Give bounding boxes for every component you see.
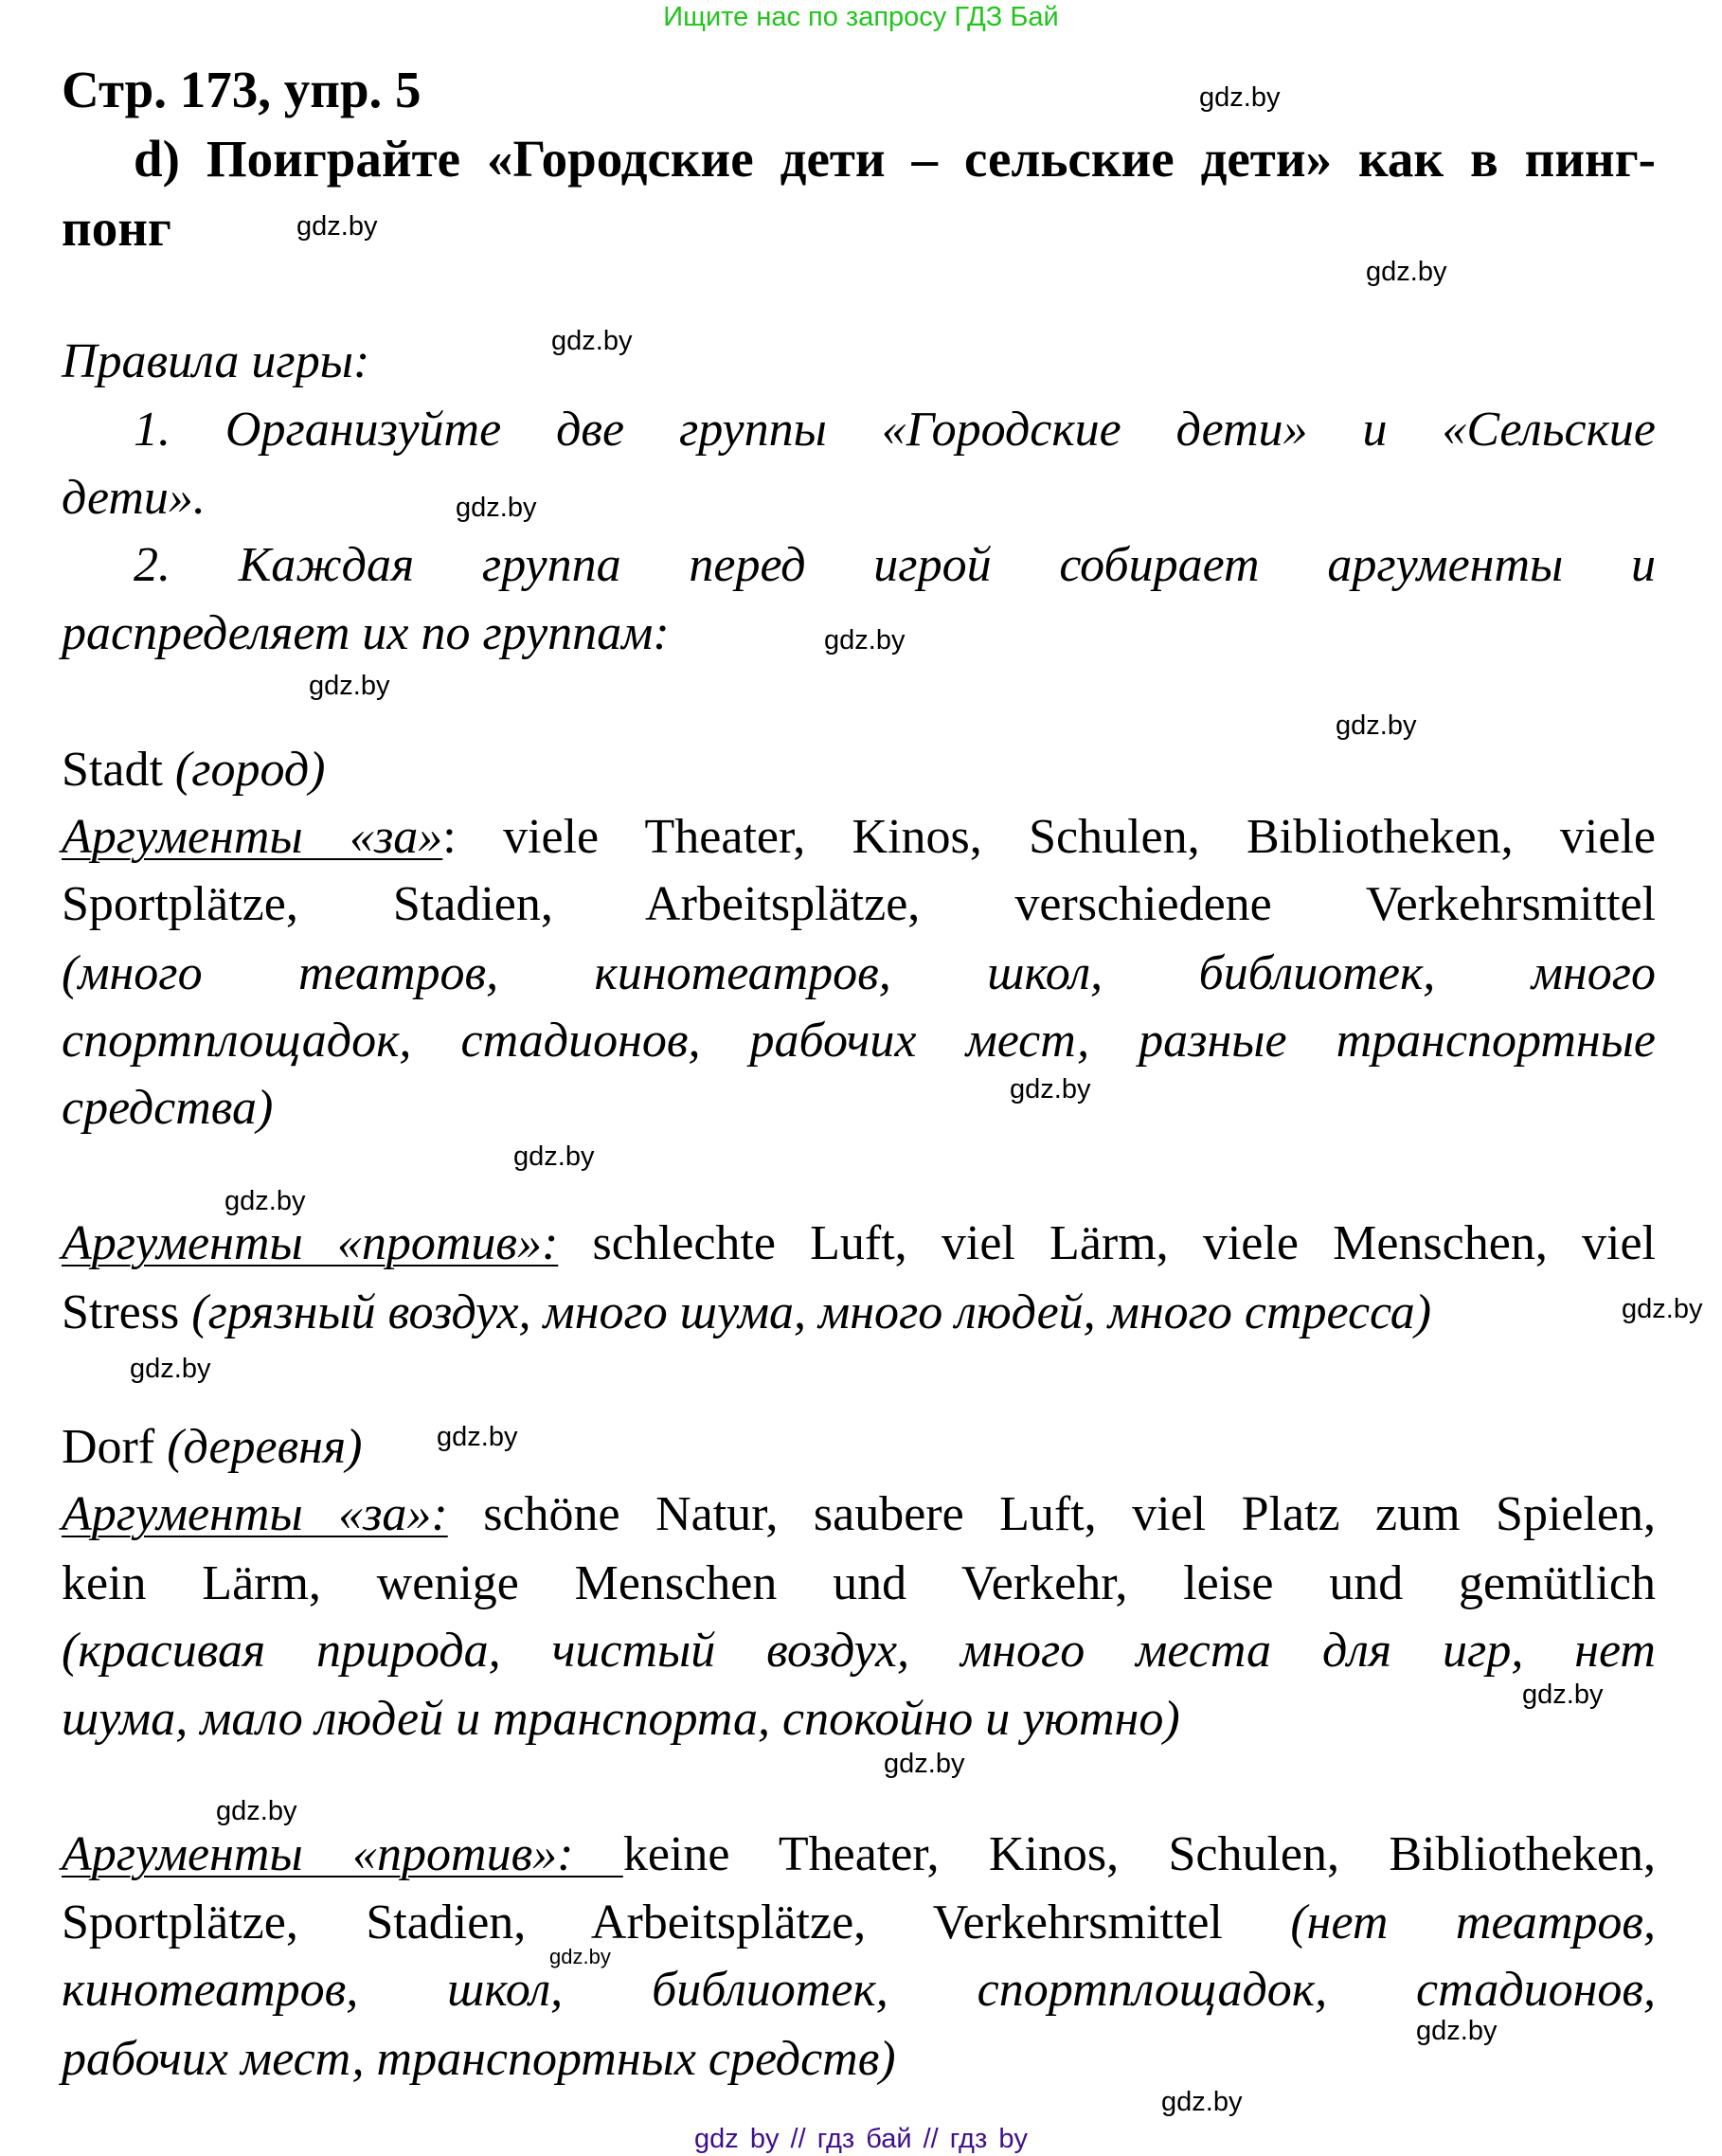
stadt-pro-line: Sportplätze, Stadien, Arbeitsplätze, verschiedene Verkehrsmittel bbox=[62, 877, 1656, 931]
dorf-pro-line: kein Lärm, wenige Menschen und Verkehr, leise und gemütlich bbox=[62, 1556, 1656, 1610]
contra-ru: (нет театров, bbox=[1290, 1895, 1656, 1949]
watermark: gdz.by bbox=[513, 1141, 595, 1172]
watermark: gdz.by bbox=[1522, 1680, 1604, 1710]
watermark: gdz.by bbox=[1161, 2087, 1243, 2117]
watermark: gdz.by bbox=[1366, 257, 1447, 287]
stadt-pro-ru: (много театров, кинотеатров, школ, библиотек, много bbox=[62, 946, 1656, 1000]
watermark: gdz.by bbox=[551, 326, 633, 356]
pro-text: schöne Natur, saubere Luft, viel Platz zum Spielen, bbox=[447, 1487, 1656, 1541]
task-heading-cont: понг bbox=[62, 199, 171, 257]
watermark: gdz.by bbox=[884, 1749, 965, 1779]
watermark: gdz.by bbox=[309, 671, 390, 701]
pro-label: Аргументы «за» bbox=[62, 810, 443, 864]
heading-de: Dorf bbox=[62, 1420, 168, 1474]
watermark: gdz.by bbox=[456, 493, 537, 523]
contra-text: schlechte Luft, viel Lärm, viele Menschen, viel bbox=[558, 1216, 1656, 1270]
watermark: gdz.by bbox=[130, 1354, 211, 1384]
rules-heading: Правила игры: bbox=[62, 334, 370, 388]
dorf-pro-line bbox=[62, 1487, 1656, 1541]
contra-label: Аргументы «против»: bbox=[62, 1216, 559, 1270]
stadt-contra-line bbox=[62, 1285, 1432, 1339]
heading-ru: (деревня) bbox=[167, 1420, 363, 1474]
stadt-heading bbox=[62, 743, 326, 797]
rule-line: дети». bbox=[62, 471, 206, 525]
contra-label: Аргументы «против»: bbox=[62, 1827, 623, 1881]
watermark: gdz.by bbox=[1010, 1074, 1091, 1105]
footer-links[interactable]: gdz by // гдз бай // гдз by bbox=[694, 2124, 1028, 2154]
watermark: gdz.by bbox=[216, 1796, 297, 1826]
dorf-pro-ru: шума, мало людей и транспорта, спокойно и уютно) bbox=[62, 1692, 1180, 1746]
watermark: gdz.by bbox=[1416, 2016, 1498, 2046]
task-heading: d) Поиграйте «Городские дети – сельские дети» как в пинг- bbox=[134, 130, 1656, 188]
rule-line: распределяет их по группам: bbox=[62, 606, 670, 660]
pro-text: : viele Theater, Kinos, Schulen, Bibliotheken, viele bbox=[442, 810, 1656, 864]
dorf-heading bbox=[62, 1420, 363, 1474]
contra-text: Sportplätze, Stadien, Arbeitsplätze, Verkehrsmittel bbox=[62, 1895, 1291, 1949]
watermark: gdz.by bbox=[224, 1186, 306, 1216]
dorf-contra-ru: кинотеатров, школ, библиотек, спортплощадок, стадионов, bbox=[62, 1963, 1656, 2017]
search-hint-link[interactable]: Ищите нас по запросу ГДЗ Бай bbox=[663, 2, 1059, 32]
watermark: gdz.by bbox=[549, 1945, 611, 1968]
pro-label: Аргументы «за»: bbox=[62, 1487, 448, 1541]
dorf-contra-line bbox=[62, 1827, 1657, 1881]
watermark: gdz.by bbox=[1336, 710, 1417, 741]
watermark: gdz.by bbox=[824, 625, 906, 656]
contra-text: keine Theater, Kinos, Schulen, Bibliotheken, bbox=[622, 1827, 1657, 1881]
watermark: gdz.by bbox=[1199, 82, 1281, 113]
stadt-contra-line bbox=[62, 1216, 1656, 1270]
rule-line: 1. Организуйте две группы «Городские дети» и «Сельские bbox=[134, 403, 1656, 457]
watermark: gdz.by bbox=[437, 1422, 518, 1452]
stadt-pro-ru: средства) bbox=[62, 1081, 274, 1135]
watermark: gdz.by bbox=[296, 211, 378, 242]
contra-text: Stress bbox=[62, 1285, 192, 1339]
contra-ru: (грязный воздух, много шума, много людей, много стресса) bbox=[191, 1285, 1432, 1339]
dorf-contra-line bbox=[62, 1895, 1656, 1949]
dorf-contra-ru: рабочих мест, транспортных средств) bbox=[62, 2032, 896, 2086]
heading-ru: (город) bbox=[174, 743, 326, 797]
stadt-pro-line bbox=[62, 810, 1656, 864]
dorf-pro-ru: (красивая природа, чистый воздух, много места для игр, нет bbox=[62, 1624, 1656, 1678]
watermark: gdz.by bbox=[1622, 1294, 1703, 1324]
heading-de: Stadt bbox=[62, 743, 175, 797]
stadt-pro-ru: спортплощадок, стадионов, рабочих мест, разные транспортные bbox=[62, 1014, 1656, 1068]
rule-line: 2. Каждая группа перед игрой собирает аргументы и bbox=[134, 538, 1656, 592]
page-title: Стр. 173, упр. 5 bbox=[62, 61, 422, 118]
